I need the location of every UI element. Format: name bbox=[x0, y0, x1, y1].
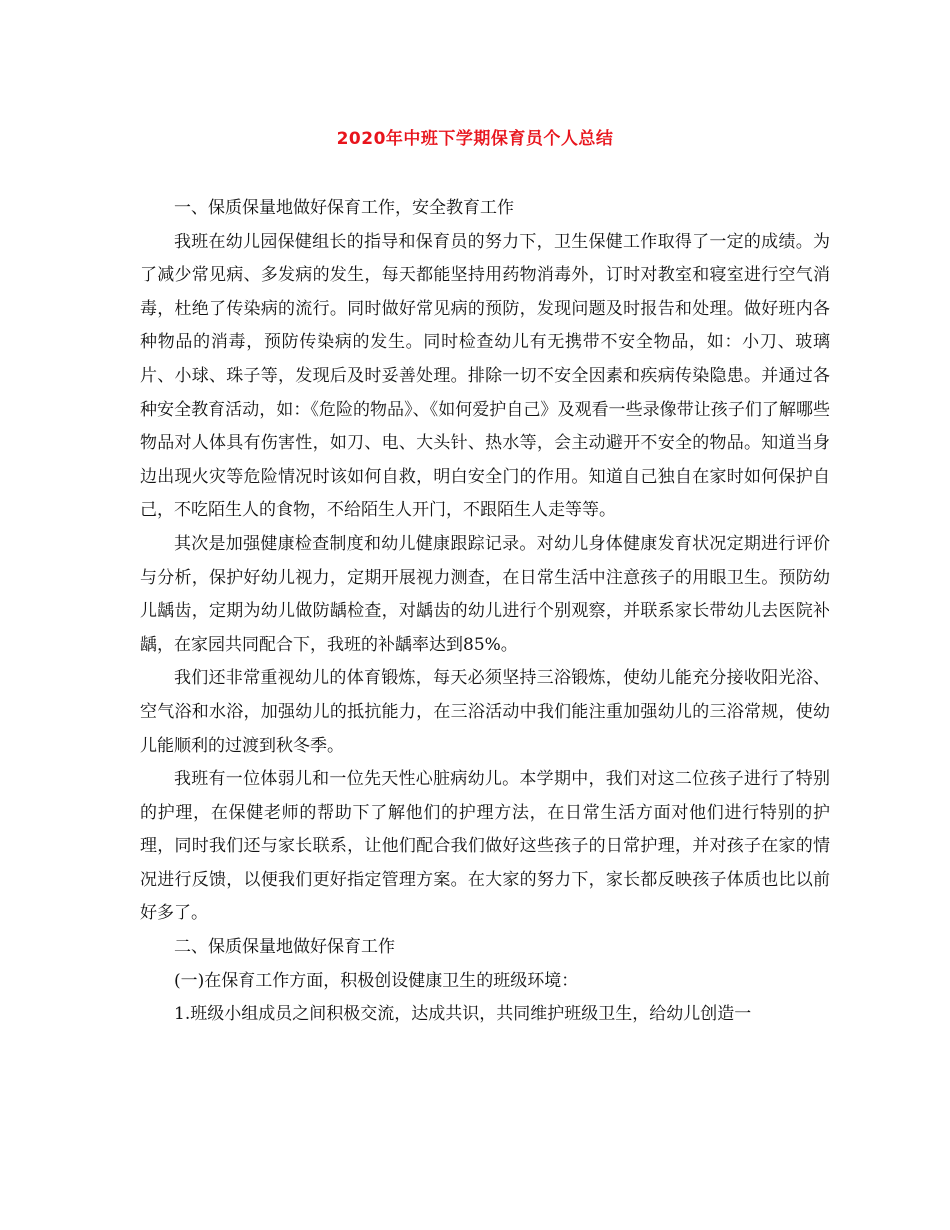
document-body bbox=[140, 192, 830, 1032]
paragraph: 其次是加强健康检查制度和幼儿健康跟踪记录。对幼儿身体健康发育状况定期进行评价与分析，保护好幼儿视力，定期开展视力测查，在日常生活中注意孩子的用眼卫生。预防幼儿龋齿，定期为幼儿做防龋检查，对龋齿的幼儿进行个别观察，并联系家长带幼儿去医院补龋，在家园共同配合下，我班的补龋率达到85%。 bbox=[140, 533, 830, 655]
paragraph: 我班在幼儿园保健组长的指导和保育员的努力下，卫生保健工作取得了一定的成绩。为了减少常见病、多发病的发生，每天都能坚持用药物消毒外，订时对教室和寝室进行空气消毒，杜绝了传染病的流行。同时做好常见病的预防，发现问题及时报告和处理。做好班内各种物品的消毒，预防传染病的发生。同时检查幼儿有无携带不安全物品，如：小刀、玻璃片、小球、珠子等，发现后及时妥善处理。排除一切不安全因素和疾病传染隐患。并通过各种安全教育活动，如：《危险的物品》、《如何爱护自己》及观看一些录像带让孩子们了解哪些物品对人体具有伤害性，如刀、电、大头针、热水等，会主动避开不安全的物品。知道当身边出现火灾等危险情况时该如何自救，明白安全门的作用。知道自己独自在家时如何保护自己，不吃陌生人的食物，不给陌生人开门，不跟陌生人走等等。 bbox=[140, 231, 830, 521]
section-heading-2: 二、保质保量地做好保育工作 bbox=[174, 937, 395, 958]
document-title: 2020年中班下学期保育员个人总结 bbox=[336, 129, 614, 149]
paragraph: 我们还非常重视幼儿的体育锻炼，每天必须坚持三浴锻炼，使幼儿能充分接收阳光浴、空气浴和水浴，加强幼儿的抵抗能力，在三浴活动中我们能注重加强幼儿的三浴常规，使幼儿能顺利的过渡到秋冬季。 bbox=[140, 668, 830, 756]
list-item: 1.班级小组成员之间积极交流，达成共识，共同维护班级卫生，给幼儿创造一 bbox=[174, 1004, 752, 1025]
section-heading-1: 一、保质保量地做好保育工作，安全教育工作 bbox=[174, 198, 514, 218]
paragraph: 我班有一位体弱儿和一位先天性心脏病幼儿。本学期中，我们对这二位孩子进行了特别的护理，在保健老师的帮助下了解他们的护理方法，在日常生活方面对他们进行特别的护理，同时我们还与家长联系，让他们配合我们做好这些孩子的日常护理，并对孩子在家的情况进行反馈，以便我们更好指定管理方案。在大家的努力下，家长都反映孩子体质也比以前好多了。 bbox=[140, 769, 830, 924]
subsection-heading: (一)在保育工作方面，积极创设健康卫生的班级环境： bbox=[174, 970, 579, 991]
